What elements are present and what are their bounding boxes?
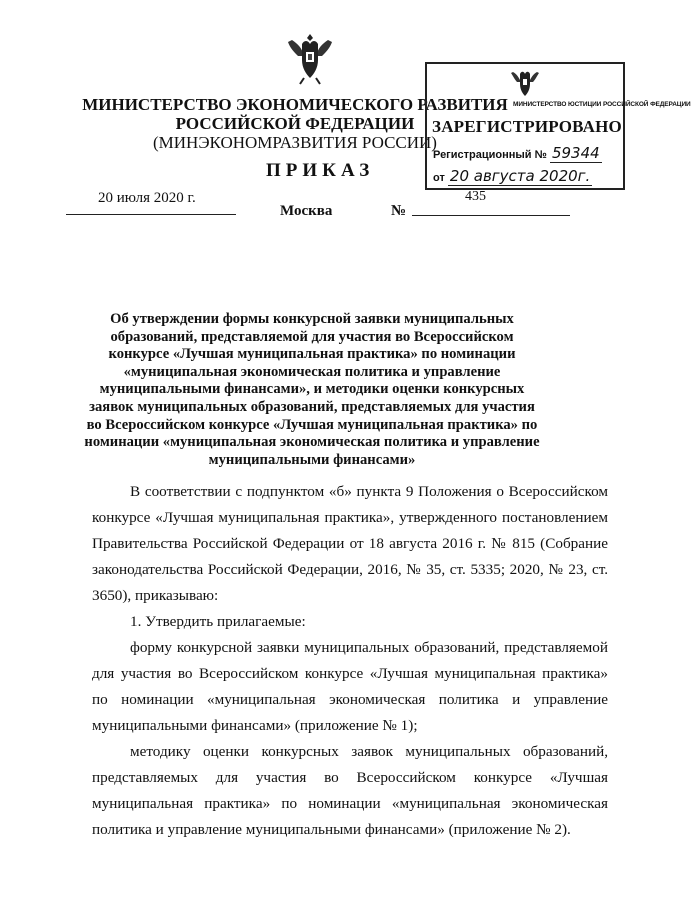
stamp-ministry: МИНИСТЕРСТВО ЮСТИЦИИ РОССИЙСКОЙ ФЕДЕРАЦИИ xyxy=(513,101,691,108)
paragraph-2: 1. Утвердить прилагаемые: xyxy=(130,613,306,630)
coat-of-arms-icon xyxy=(284,30,336,86)
doc-type: ПРИКАЗ xyxy=(266,160,375,181)
order-number: 435 xyxy=(465,189,486,204)
ministry-line-1: МИНИСТЕРСТВО ЭКОНОМИЧЕСКОГО РАЗВИТИЯ xyxy=(82,95,508,114)
number-sign: № xyxy=(391,203,407,219)
date-underline xyxy=(66,214,236,215)
stamp-title: ЗАРЕГИСТРИРОВАНО xyxy=(432,117,622,136)
paragraph-4: методику оценки конкурсных заявок муниципальных образований, представляемых для участия во Всероссийском конкурсе «Лучшая муниципальная практика» по номинации «муниципальная экономическая политика и управление муниципальными финансами» (приложение № 2). xyxy=(92,743,608,838)
stamp-date-value: 20 августа 2020г. xyxy=(449,167,591,185)
order-city: Москва xyxy=(280,203,333,219)
order-date: 20 июля 2020 г. xyxy=(98,190,196,206)
registration-stamp xyxy=(425,62,691,190)
order-title: Об утверждении формы конкурсной заявки муниципальных образований, представляемой для участия во Всероссийском конкурсе «Лучшая муниципальная практика» по номинации «муниципальная экономическая политика и управление муниципальными финансами», и методики оценки конкурсных заявок муниципальных образований, представляемых для участия во Всероссийском конкурсе «Лучшая муниципальная практика» по номинации «муниципальная экономическая политика и управление муниципальными финансами» xyxy=(84,311,540,468)
stamp-reg-number: 59344 xyxy=(551,144,600,162)
paragraph-1: В соответствии с подпунктом «б» пункта 9 Положения о Всероссийском конкурсе «Лучшая муниципальная практика», утвержденного постановлением Правительства Российской Федерации от 18 августа 2016 г. № 815 (Собрание законодательства Российской Федерации, 2016, № 35, ст. 5335; 2020, № 23, ст. 3650), приказываю: xyxy=(92,483,608,604)
stamp-registration xyxy=(433,144,623,162)
ministry-line-2: РОССИЙСКОЙ ФЕДЕРАЦИИ xyxy=(175,114,415,133)
stamp-reg-label: Регистрационный № xyxy=(433,149,547,161)
paragraph-3: форму конкурсной заявки муниципальных образований, представляемой для участия во Всероссийском конкурсе «Лучшая муниципальная практика» по номинации «муниципальная экономическая политика и управление муниципальными финансами» (приложение № 1); xyxy=(92,639,608,734)
ministry-line-3: (МИНЭКОНОМРАЗВИТИЯ РОССИИ) xyxy=(153,133,437,152)
number-underline xyxy=(412,215,570,216)
stamp-date-prefix: от xyxy=(433,172,445,184)
stamp-date xyxy=(433,167,623,185)
stamp-emblem-icon xyxy=(509,66,541,100)
